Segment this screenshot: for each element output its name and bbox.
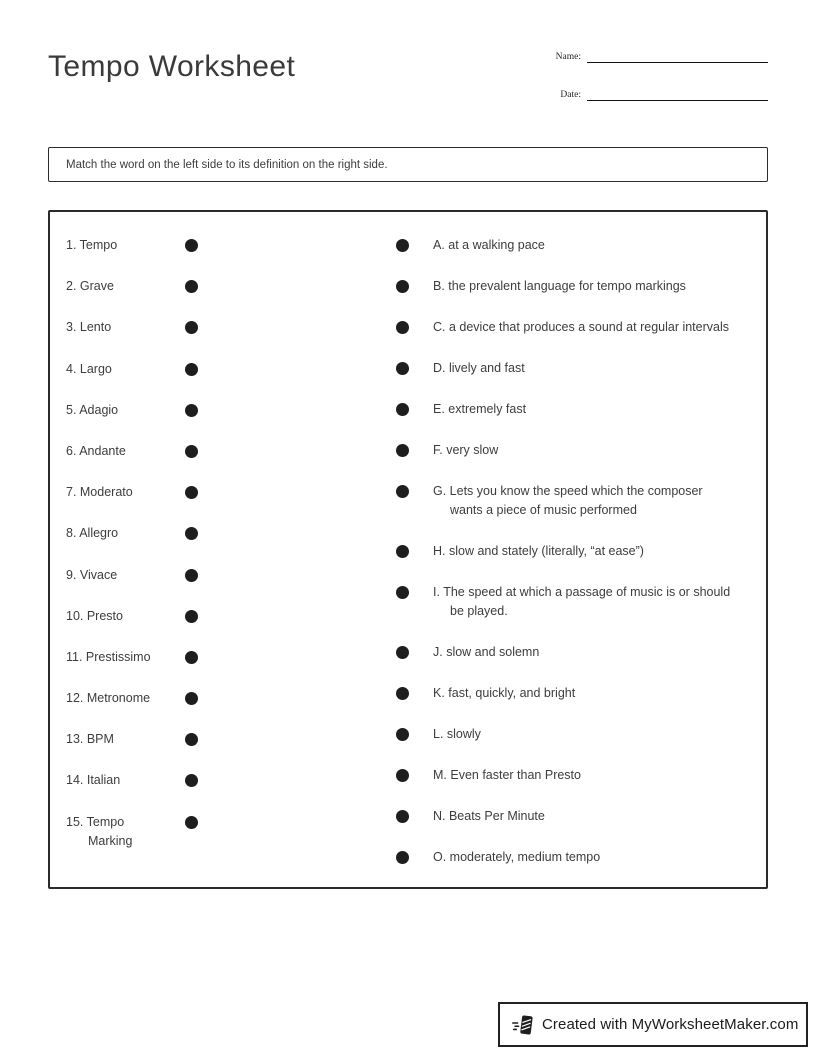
text-line: 10. Presto (66, 608, 123, 623)
definition-row (396, 400, 754, 419)
match-dot (185, 404, 198, 417)
word-row (66, 813, 396, 854)
word-row (66, 771, 396, 812)
match-dot (396, 851, 409, 864)
name-field-row (553, 46, 768, 63)
definition-label (433, 318, 729, 337)
match-dot (396, 239, 409, 252)
match-dot (185, 486, 198, 499)
instruction-box (48, 147, 768, 182)
match-dot (396, 321, 409, 334)
date-label: Date: (560, 90, 581, 100)
text-line: N. Beats Per Minute (433, 809, 545, 823)
match-dot (185, 733, 198, 746)
word-label (66, 318, 185, 337)
match-dot (396, 485, 409, 498)
text-line: 14. Italian (66, 773, 121, 788)
definition-row (396, 236, 754, 255)
word-label (66, 813, 185, 851)
text-line: be played. (450, 604, 508, 618)
match-dot (396, 646, 409, 659)
definition-label (433, 766, 581, 785)
text-line: Marking (88, 833, 133, 848)
flying-worksheet-icon (512, 1013, 534, 1037)
match-dot (396, 769, 409, 782)
definition-label (433, 542, 644, 561)
definitions-column (396, 236, 754, 887)
definition-label (433, 277, 686, 296)
word-label (66, 236, 185, 255)
word-label (66, 771, 185, 790)
definition-row (396, 318, 754, 337)
text-line: I. The speed at which a passage of music is or should (433, 585, 731, 599)
match-dot (185, 527, 198, 540)
word-row (66, 442, 396, 483)
word-row (66, 483, 396, 524)
name-date-block (553, 46, 768, 101)
word-row (66, 318, 396, 359)
definition-row (396, 848, 754, 867)
date-blank-line (587, 87, 768, 101)
text-line: 1. Tempo (66, 238, 118, 252)
definition-label (433, 441, 498, 460)
text-line: 7. Moderato (66, 485, 133, 500)
match-dot (396, 545, 409, 558)
text-line: B. the prevalent language for tempo markings (433, 279, 686, 293)
text-line: K. fast, quickly, and bright (433, 686, 576, 700)
definition-label (433, 359, 525, 378)
text-line: F. very slow (433, 443, 499, 457)
text-line: 5. Adagio (66, 402, 119, 417)
match-dot (396, 728, 409, 741)
text-line: A. at a walking pace (433, 238, 545, 252)
text-line: L. slowly (433, 727, 481, 741)
definition-label (433, 400, 526, 419)
match-dot (396, 810, 409, 823)
name-blank-line (587, 49, 768, 63)
text-line: 15. Tempo (66, 814, 125, 829)
word-label (66, 483, 185, 502)
word-row (66, 689, 396, 730)
text-line: D. lively and fast (433, 361, 525, 375)
text-line: 6. Andante (66, 443, 126, 458)
definition-row (396, 542, 754, 561)
match-dot (396, 403, 409, 416)
text-line: G. Lets you know the speed which the composer (433, 484, 703, 498)
date-field-row (553, 84, 768, 101)
definition-label (433, 482, 703, 520)
text-line: 8. Allegro (66, 526, 119, 541)
match-dot (185, 610, 198, 623)
definition-row (396, 359, 754, 378)
word-label (66, 689, 185, 708)
word-row (66, 360, 396, 401)
text-line: 12. Metronome (66, 691, 151, 706)
definition-row (396, 583, 754, 621)
text-line: wants a piece of music performed (450, 503, 637, 517)
word-row (66, 236, 396, 277)
matching-area (48, 210, 768, 889)
match-dot (185, 445, 198, 458)
word-row (66, 277, 396, 318)
match-dot (396, 687, 409, 700)
match-dot (185, 363, 198, 376)
word-label (66, 730, 185, 749)
definition-row (396, 277, 754, 296)
text-line: 9. Vivace (66, 567, 118, 582)
match-dot (185, 774, 198, 787)
footer-text: Created with MyWorksheetMaker.com (542, 1016, 799, 1033)
word-row (66, 648, 396, 689)
word-label (66, 524, 185, 543)
definition-row (396, 807, 754, 826)
text-line: 13. BPM (66, 732, 114, 747)
definition-row (396, 684, 754, 703)
text-line: 11. Prestissimo (66, 649, 151, 664)
definition-label (433, 583, 730, 621)
text-line: M. Even faster than Presto (433, 768, 581, 782)
text-line: E. extremely fast (433, 402, 527, 416)
definition-label (433, 848, 600, 867)
definition-row (396, 482, 754, 520)
definition-label (433, 807, 545, 826)
instruction-text: Match the word on the left side to its definition on the right side. (66, 158, 388, 171)
definition-row (396, 766, 754, 785)
word-label (66, 566, 185, 585)
footer-credit (498, 1002, 808, 1047)
word-row (66, 401, 396, 442)
definition-row (396, 725, 754, 744)
words-column (66, 236, 396, 887)
match-dot (185, 569, 198, 582)
text-line: 2. Grave (66, 279, 114, 294)
text-line: C. a device that produces a sound at regular intervals (433, 320, 730, 334)
word-row (66, 524, 396, 565)
word-row (66, 730, 396, 771)
match-dot (396, 362, 409, 375)
text-line: H. slow and stately (literally, “at ease”) (433, 544, 644, 558)
text-line: 4. Largo (66, 361, 112, 376)
match-dot (185, 280, 198, 293)
word-label (66, 648, 185, 667)
match-dot (185, 692, 198, 705)
match-dot (185, 239, 198, 252)
word-label (66, 442, 185, 461)
match-dot (396, 586, 409, 599)
match-dot (185, 321, 198, 334)
word-label (66, 360, 185, 379)
text-line: O. moderately, medium tempo (433, 850, 601, 864)
text-line: J. slow and solemn (433, 645, 540, 659)
match-dot (396, 444, 409, 457)
word-row (66, 607, 396, 648)
match-dot (396, 280, 409, 293)
name-label: Name: (555, 52, 581, 62)
match-dot (185, 816, 198, 829)
definition-label (433, 684, 575, 703)
match-dot (185, 651, 198, 664)
page-title: Tempo Worksheet (48, 50, 296, 83)
definition-row (396, 441, 754, 460)
definition-label (433, 643, 539, 662)
text-line: 3. Lento (66, 320, 112, 335)
definition-label (433, 725, 481, 744)
definition-label (433, 236, 545, 255)
word-label (66, 277, 185, 296)
definition-row (396, 643, 754, 662)
word-label (66, 607, 185, 626)
word-row (66, 566, 396, 607)
word-label (66, 401, 185, 420)
